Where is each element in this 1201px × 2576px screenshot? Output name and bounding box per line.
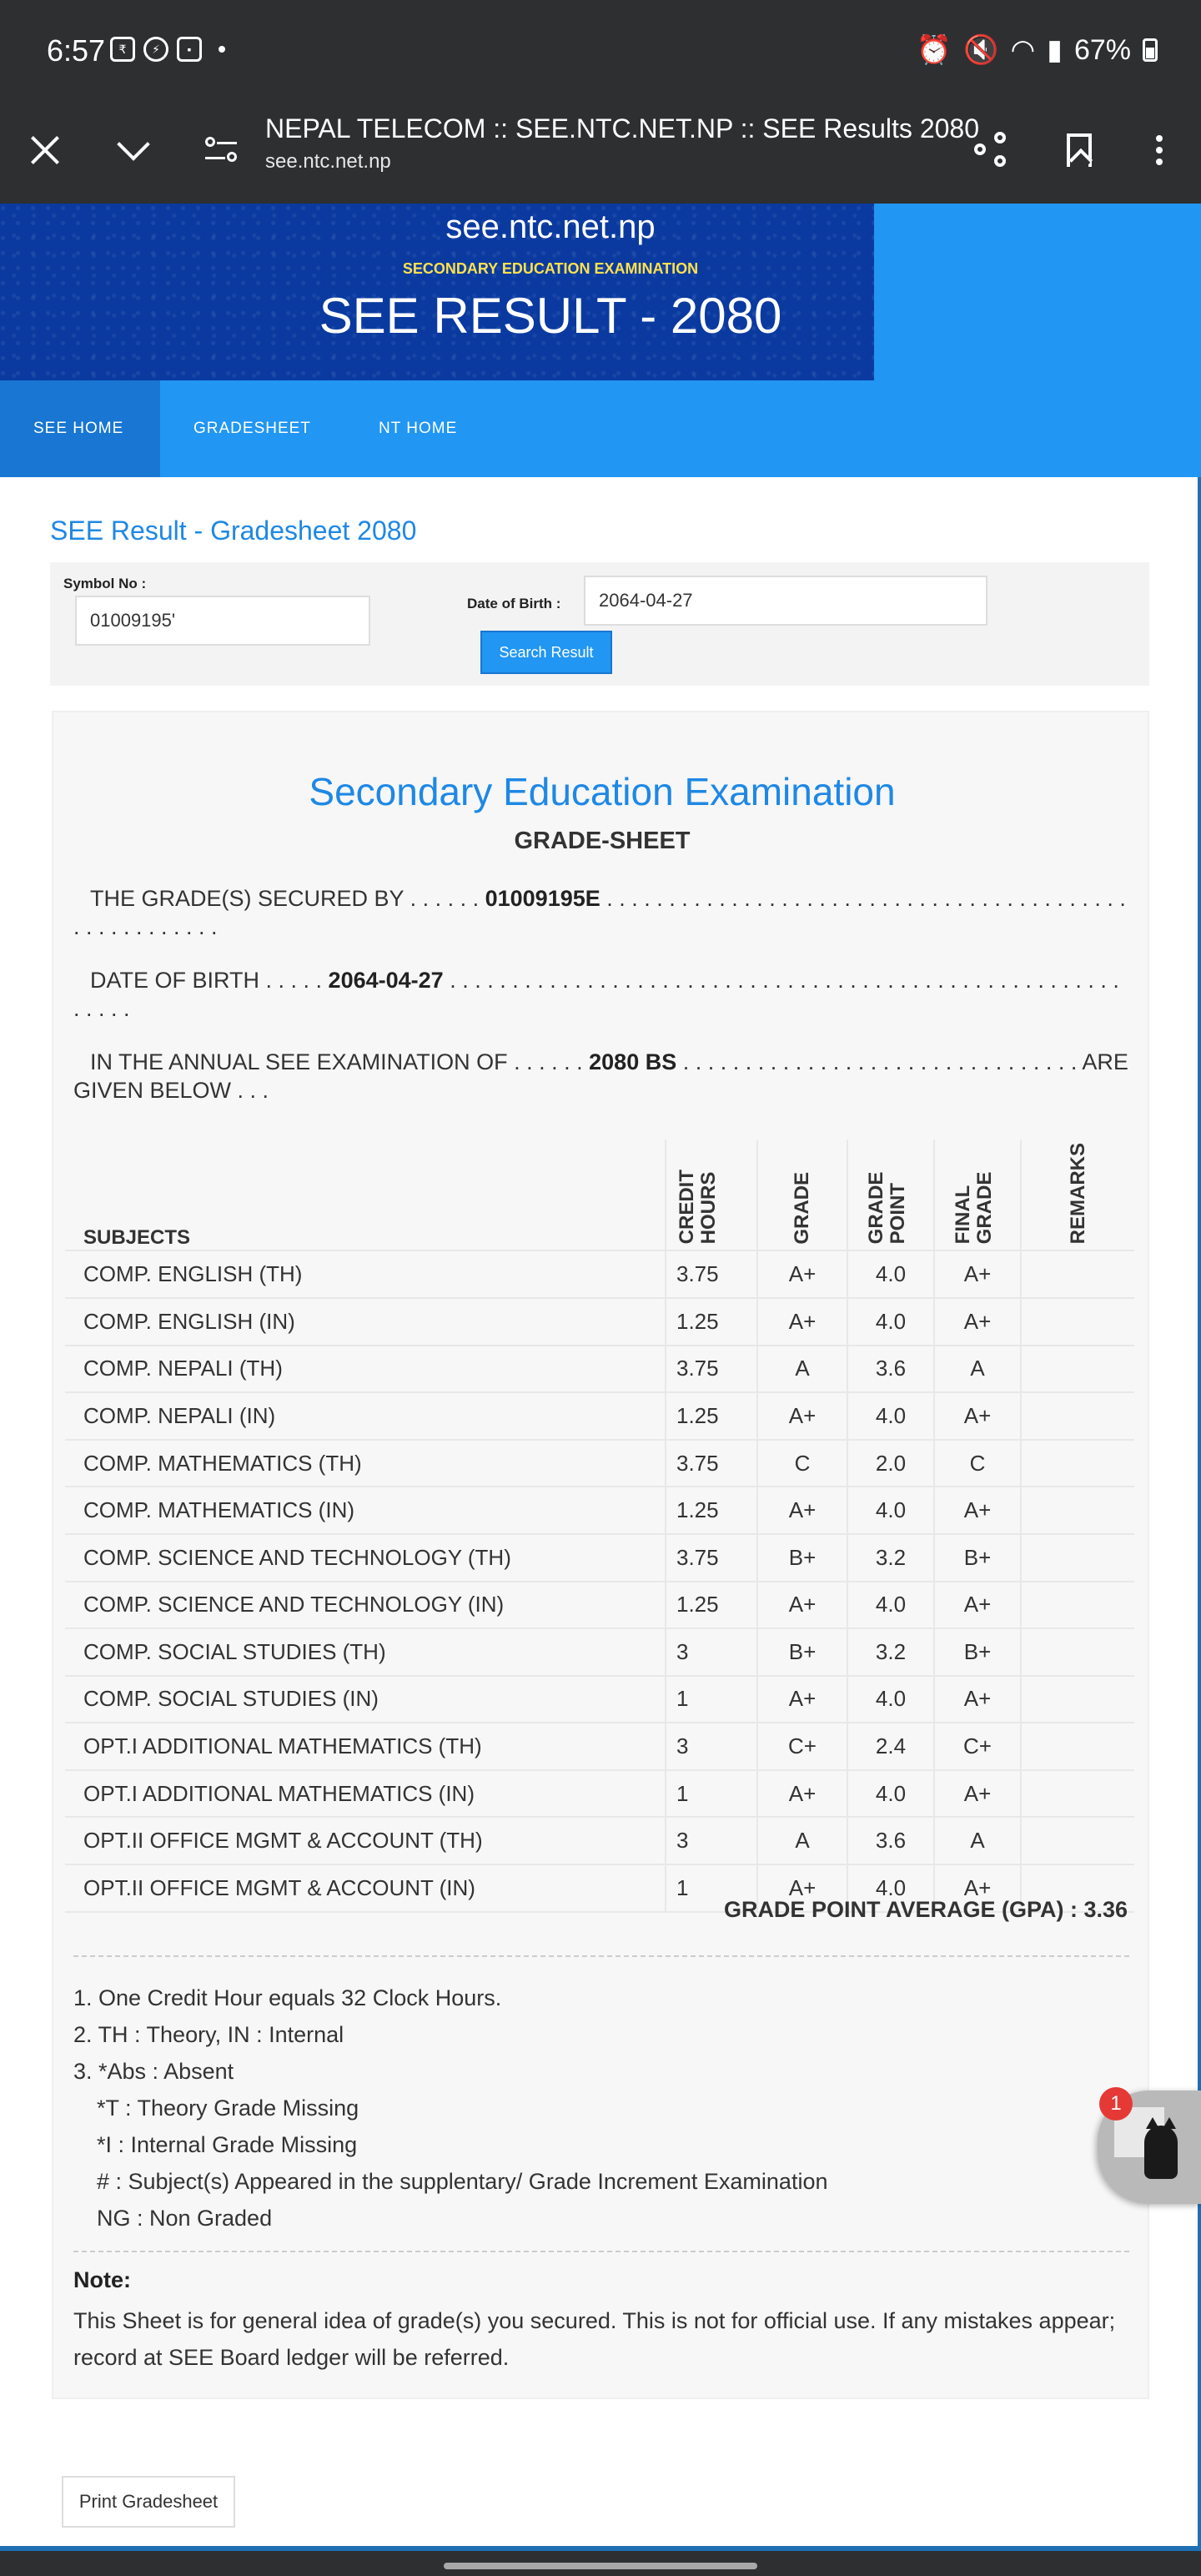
- site-banner: [0, 204, 1201, 380]
- grade-point-cell: 3.6: [847, 1346, 934, 1393]
- remarks-cell: [1021, 1440, 1134, 1487]
- minimize-button[interactable]: [100, 117, 167, 184]
- final-grade-cell: A: [934, 1817, 1021, 1864]
- remarks-cell: [1021, 1298, 1134, 1346]
- grade-point-cell: 3.6: [847, 1817, 934, 1864]
- credit-cell: 3.75: [666, 1534, 757, 1582]
- remarks-cell: [1021, 1534, 1134, 1582]
- table-row: [65, 1392, 1134, 1440]
- page-content: [0, 477, 1201, 2546]
- site-domain: see.ntc.net.np: [445, 209, 656, 245]
- table-row: [65, 1534, 1134, 1582]
- subject-cell: OPT.I ADDITIONAL MATHEMATICS (TH): [65, 1723, 666, 1770]
- col-remarks: [1021, 1140, 1134, 1250]
- signal-icon: ▮: [1047, 34, 1063, 66]
- site-title: SEE RESULT - 2080: [319, 288, 782, 344]
- credit-cell: 3: [666, 1817, 757, 1864]
- credit-cell: 1.25: [666, 1392, 757, 1440]
- remarks-label: REMARKS: [1066, 1143, 1089, 1245]
- grade-cell: A: [757, 1817, 847, 1864]
- grade-point-cell: 4.0: [847, 1770, 934, 1818]
- credit-cell: 1: [666, 1864, 757, 1912]
- final-grade-cell: A+: [934, 1676, 1021, 1723]
- exam-line: [73, 1048, 1129, 1104]
- grade-cell: A+: [757, 1676, 847, 1723]
- grade-point-cell: 4.0: [847, 1487, 934, 1534]
- grade-point-cell: 4.0: [847, 1864, 934, 1912]
- table-row: [65, 1628, 1134, 1676]
- more-vert-icon: [1156, 135, 1163, 165]
- grade-cell: A+: [757, 1298, 847, 1346]
- table-row: [65, 1250, 1134, 1298]
- credit-cell: 1.25: [666, 1298, 757, 1346]
- remarks-cell: [1021, 1628, 1134, 1676]
- grade-cell: C+: [757, 1723, 847, 1770]
- subject-cell: OPT.I ADDITIONAL MATHEMATICS (IN): [65, 1770, 666, 1818]
- table-row: [65, 1487, 1134, 1534]
- dob-prefix: DATE OF BIRTH . . . . .: [90, 968, 323, 993]
- grade-cell: A+: [757, 1770, 847, 1818]
- credit-cell: 1.25: [666, 1582, 757, 1629]
- dob-input[interactable]: 2064-04-27: [584, 576, 987, 626]
- divider: [73, 2251, 1129, 2252]
- grade-cell: A+: [757, 1582, 847, 1629]
- nav-gradesheet[interactable]: GRADESHEET: [193, 420, 311, 437]
- grade-point-cell: 4.0: [847, 1250, 934, 1298]
- legend-item: 3. *Abs : Absent: [73, 2059, 234, 2084]
- browser-toolbar: [0, 103, 1201, 204]
- secured-suffix: . . . . . . . . . . . . . . . . . . . . . . . . . . . . . . . . . . . . . . . . . . . . . . . . . . . . . .: [73, 886, 1126, 939]
- more-options-button[interactable]: [1126, 117, 1193, 184]
- grade-cell: A: [757, 1346, 847, 1393]
- exam-year: 2080 BS: [589, 1049, 677, 1074]
- wifi-icon: ◠: [1010, 34, 1036, 66]
- credit-cell: 3: [666, 1723, 757, 1770]
- status-bar: [0, 0, 1201, 103]
- site-subtitle: SECONDARY EDUCATION EXAMINATION: [402, 260, 699, 277]
- battery-icon: [1143, 38, 1158, 62]
- table-header-row: [65, 1140, 1134, 1250]
- remarks-cell: [1021, 1346, 1134, 1393]
- grade-point-cell: 2.4: [847, 1723, 934, 1770]
- grade-point-cell: 3.2: [847, 1534, 934, 1582]
- divider: [73, 1955, 1129, 1957]
- close-icon: [30, 135, 60, 165]
- grade-sheet: [52, 711, 1149, 2399]
- symbol-number: 01009195E: [485, 886, 600, 911]
- secured-prefix: THE GRADE(S) SECURED BY . . . . . .: [90, 886, 480, 911]
- notification-icons: [110, 37, 225, 62]
- rupee-icon: ₹: [110, 37, 135, 62]
- system-nav-bar: [0, 2546, 1201, 2576]
- main-nav: [0, 380, 1201, 477]
- grade-label: GRADE: [791, 1171, 813, 1245]
- final-grade-cell: A+: [934, 1487, 1021, 1534]
- final-grade-cell: A+: [934, 1250, 1021, 1298]
- subject-cell: COMP. NEPALI (TH): [65, 1346, 666, 1393]
- final-grade-cell: C: [934, 1440, 1021, 1487]
- legend-item: 1. One Credit Hour equals 32 Clock Hours.: [73, 1985, 502, 2010]
- credit-cell: 1: [666, 1770, 757, 1818]
- app-notification-icon: ▪: [177, 37, 202, 62]
- chat-badge: 1: [1099, 2087, 1133, 2121]
- table-row: [65, 1723, 1134, 1770]
- remarks-cell: [1021, 1817, 1134, 1864]
- subject-cell: COMP. SOCIAL STUDIES (TH): [65, 1628, 666, 1676]
- subject-cell: COMP. NEPALI (IN): [65, 1392, 666, 1440]
- subject-cell: COMP. ENGLISH (IN): [65, 1298, 666, 1346]
- credit-cell: 3.75: [666, 1250, 757, 1298]
- remarks-cell: [1021, 1392, 1134, 1440]
- symbol-input[interactable]: 01009195': [75, 596, 370, 646]
- subject-cell: COMP. SCIENCE AND TECHNOLOGY (IN): [65, 1582, 666, 1629]
- grade-point-label: GRADE POINT: [865, 1171, 909, 1245]
- col-grade: [757, 1140, 847, 1250]
- sheet-subtitle: GRADE-SHEET: [514, 828, 691, 854]
- bookmark-icon: [1067, 133, 1092, 167]
- search-form: [50, 562, 1149, 686]
- credit-cell: 3.75: [666, 1440, 757, 1487]
- grades-table: [65, 1140, 1134, 1913]
- col-grade-point: [847, 1140, 934, 1250]
- grade-point-cell: 4.0: [847, 1676, 934, 1723]
- legend-item: 2. TH : Theory, IN : Internal: [73, 2022, 344, 2047]
- close-tab-button[interactable]: [12, 117, 78, 184]
- credit-hours-label: CREDIT HOURS: [676, 1170, 720, 1245]
- remarks-cell: [1021, 1582, 1134, 1629]
- final-grade-cell: A+: [934, 1298, 1021, 1346]
- credit-cell: 1.25: [666, 1487, 757, 1534]
- status-time: 6:57: [47, 33, 106, 68]
- table-row: [65, 1346, 1134, 1393]
- final-grade-cell: B+: [934, 1628, 1021, 1676]
- grade-point-cell: 3.2: [847, 1628, 934, 1676]
- tune-icon: [205, 133, 239, 167]
- table-row: [65, 1298, 1134, 1346]
- legend-item: *I : Internal Grade Missing: [97, 2132, 358, 2157]
- remarks-cell: [1021, 1487, 1134, 1534]
- col-final-grade: [934, 1140, 1021, 1250]
- home-gesture-bar[interactable]: [444, 2563, 757, 2569]
- subject-cell: COMP. SOCIAL STUDIES (IN): [65, 1676, 666, 1723]
- chevron-down-icon: [117, 128, 150, 161]
- grade-cell: B+: [757, 1628, 847, 1676]
- bookmark-button[interactable]: [1046, 117, 1113, 184]
- remarks-cell: [1021, 1250, 1134, 1298]
- table-row: [65, 1817, 1134, 1864]
- subject-cell: COMP. MATHEMATICS (TH): [65, 1440, 666, 1487]
- exam-prefix: IN THE ANNUAL SEE EXAMINATION OF . . . . . .: [90, 1049, 583, 1074]
- page-url[interactable]: see.ntc.net.np: [265, 150, 391, 173]
- mute-icon: 🔇: [963, 34, 999, 66]
- table-row: [65, 1770, 1134, 1818]
- grade-cell: A+: [757, 1250, 847, 1298]
- final-grade-cell: A+: [934, 1770, 1021, 1818]
- grade-point-cell: 4.0: [847, 1582, 934, 1629]
- gpa-value: GRADE POINT AVERAGE (GPA) : 3.36: [723, 1897, 1128, 1922]
- system-status: [917, 33, 1158, 67]
- remarks-cell: [1021, 1770, 1134, 1818]
- symbol-label: Symbol No :: [63, 576, 147, 591]
- dob-label: Date of Birth :: [467, 596, 561, 611]
- page-title[interactable]: NEPAL TELECOM :: SEE.NTC.NET.NP :: SEE Results 2080: [265, 113, 979, 143]
- grade-point-cell: 2.0: [847, 1440, 934, 1487]
- final-grade-cell: B+: [934, 1534, 1021, 1582]
- note-heading: Note:: [73, 2267, 131, 2292]
- col-subjects: SUBJECTS: [65, 1140, 666, 1250]
- table-row: [65, 1582, 1134, 1629]
- messenger-icon: ⚡: [143, 37, 168, 62]
- final-grade-label: FINAL GRADE: [952, 1171, 996, 1245]
- subject-cell: OPT.II OFFICE MGMT & ACCOUNT (IN): [65, 1864, 666, 1912]
- nav-nt-home[interactable]: NT HOME: [379, 420, 458, 437]
- grade-point-cell: 4.0: [847, 1392, 934, 1440]
- share-icon: [974, 132, 1011, 169]
- site-settings-button[interactable]: [188, 117, 255, 184]
- final-grade-cell: A+: [934, 1864, 1021, 1912]
- dob-suffix: . . . . . . . . . . . . . . . . . . . . . . . . . . . . . . . . . . . . . . . . . . . . . . . . . . . . . . . . . . .: [73, 968, 1119, 1021]
- print-gradesheet-button[interactable]: Print Gradesheet: [62, 2476, 235, 2528]
- search-result-button[interactable]: Search Result: [480, 631, 612, 674]
- dob-line: [73, 966, 1129, 1023]
- subject-cell: COMP. ENGLISH (TH): [65, 1250, 666, 1298]
- grade-cell: C: [757, 1440, 847, 1487]
- exam-suffix: . . . . . . . . . . . . . . . . . . . . . . . . . . . . . . . . ARE GIVEN BELOW . . .: [73, 1049, 1128, 1103]
- note-text: This Sheet is for general idea of grade(s) you secured. This is not for official use. If any mistakes appear; record at SEE Board ledger will be referred.: [73, 2308, 1116, 2370]
- nav-see-home[interactable]: SEE HOME: [0, 380, 160, 477]
- grade-cell: A+: [757, 1864, 847, 1912]
- final-grade-cell: A+: [934, 1582, 1021, 1629]
- credit-cell: 3.75: [666, 1346, 757, 1393]
- alarm-icon: ⏰: [916, 34, 952, 66]
- final-grade-cell: C+: [934, 1723, 1021, 1770]
- more-notifications-dot: [219, 46, 225, 53]
- cat-icon: [1144, 2126, 1178, 2179]
- table-row: [65, 1676, 1134, 1723]
- final-grade-cell: A+: [934, 1392, 1021, 1440]
- remarks-cell: [1021, 1676, 1134, 1723]
- subject-cell: COMP. MATHEMATICS (IN): [65, 1487, 666, 1534]
- grade-cell: A+: [757, 1392, 847, 1440]
- legend-item: *T : Theory Grade Missing: [97, 2096, 359, 2121]
- subject-cell: COMP. SCIENCE AND TECHNOLOGY (TH): [65, 1534, 666, 1582]
- date-of-birth: 2064-04-27: [328, 968, 444, 993]
- grade-point-cell: 4.0: [847, 1298, 934, 1346]
- share-button[interactable]: [959, 117, 1026, 184]
- grade-cell: B+: [757, 1534, 847, 1582]
- credit-cell: 1: [666, 1676, 757, 1723]
- sheet-title: Secondary Education Examination: [309, 770, 896, 813]
- battery-percent: 67%: [1073, 33, 1131, 66]
- credit-cell: 3: [666, 1628, 757, 1676]
- grade-cell: A+: [757, 1487, 847, 1534]
- subject-cell: OPT.II OFFICE MGMT & ACCOUNT (TH): [65, 1817, 666, 1864]
- secured-by-line: [73, 884, 1129, 941]
- final-grade-cell: A: [934, 1346, 1021, 1393]
- legend-item: # : Subject(s) Appeared in the supplentary/ Grade Increment Examination: [97, 2169, 828, 2194]
- form-title: SEE Result - Gradesheet 2080: [50, 516, 417, 546]
- col-credit-hours: [666, 1140, 757, 1250]
- remarks-cell: [1021, 1723, 1134, 1770]
- legend-item: NG : Non Graded: [97, 2206, 273, 2231]
- table-row: [65, 1440, 1134, 1487]
